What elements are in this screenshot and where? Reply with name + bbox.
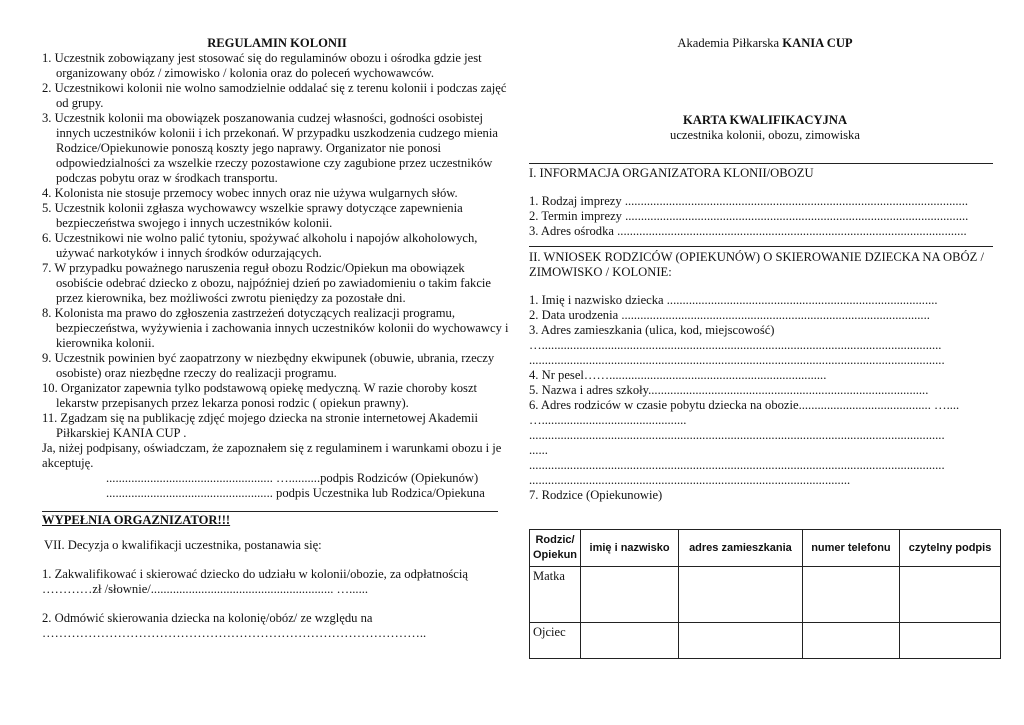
parents-address-field[interactable]: 6. Adres rodziców w czasie pobytu dziecka na obozie.......................................... ….... — [529, 398, 960, 412]
table-cell[interactable] — [802, 623, 899, 659]
refusal-reason-line[interactable]: ……………………………………………………………………………….. — [42, 626, 427, 640]
rule-item: 9. Uczestnik powinien być zaopatrzony w niezbędny ekwipunek (obuwie, ubrania, rzeczy osobiste) oraz niezbędne rzeczy do realizacji programu. — [42, 351, 495, 380]
home-address-label: 3. Adres zamieszkania (ulica, kod, miejscowość) — [529, 323, 775, 337]
table-header: adres zamieszkania — [679, 530, 803, 567]
table-header: czytelny podpis — [900, 530, 1001, 567]
regulations-column — [42, 36, 512, 641]
venue-address-field[interactable]: 3. Adres ośrodka ............................................................................................................... — [529, 224, 967, 238]
rule-item: 7. W przypadku poważnego naruszenia reguł obozu Rodzic/Opiekun ma obowiązek osobiście odebrać dziecko z obozu, najpóźniej dzień po zawiadomieniu o takim fakcie przez kierownika, bez możliwości zwrotu pieniędzy za pozostałe dni. — [42, 261, 492, 305]
rule-item: 6. Uczestnikowi nie wolno palić tytoniu, spożywać alkoholu i napojów alkoholowych, używać narkotyków i innych środków odurzających. — [42, 231, 478, 260]
row-label-mother: Matka — [530, 567, 581, 623]
card-title: KARTA KWALIFIKACYJNA — [682, 113, 848, 127]
decision-option-qualify[interactable]: 1. Zakwalifikować i skierować dziecko do udziału w kolonii/obozie, za odpłatnością …………zł /słownie/.......................................................... …...... — [42, 567, 468, 596]
table-header: imię i nazwisko — [581, 530, 679, 567]
parents-address-line[interactable]: ...... — [529, 443, 548, 457]
home-address-line[interactable]: …............................................................................................................................... — [529, 338, 942, 352]
card-subtitle: uczestnika kolonii, obozu, zimowiska — [670, 128, 860, 142]
decision-heading: VII. Decyzja o kwalifikacji uczestnika, postanawia się: — [44, 538, 322, 552]
organizer-fill-heading: WYPEŁNIA ORGAZNIZATOR!!! — [42, 513, 231, 527]
rule-item: 10. Organizator zapewnia tylko podstawową opiekę medyczną. W razie choroby koszt lekarstw przepisanych przez lekarza ponosi rodzic ( opiekun prawny). — [42, 381, 478, 410]
decision-option-refuse[interactable]: 2. Odmówić skierowania dziecka na kolonię/obóz/ ze względu na — [42, 611, 373, 625]
divider — [529, 246, 993, 247]
rule-item: 11. Zgadzam się na publikację zdjęć mojego dziecka na stronie internetowej Akademii Piłkarskiej KANIA CUP . — [42, 411, 478, 440]
parent-signature-line[interactable]: ..................................................... …..........podpis Rodziców (Opiekunów) — [106, 471, 479, 485]
section-organizer-info: I. INFORMACJA ORGANIZATORA KLONII/OBOZU — [529, 166, 814, 180]
organizer-header: Akademia Piłkarska KANIA CUP — [677, 36, 853, 50]
event-date-field[interactable]: 2. Termin imprezy ............................................................................................................. — [529, 209, 969, 223]
table-cell[interactable] — [802, 567, 899, 623]
declaration-text: Ja, niżej podpisany, oświadczam, że zapoznałem się z regulaminem i warunkami obozu i je akceptuję. — [42, 441, 502, 470]
table-cell[interactable] — [900, 623, 1001, 659]
table-cell[interactable] — [679, 567, 803, 623]
home-address-line[interactable]: .................................................................................................................................... — [529, 353, 945, 367]
table-cell[interactable] — [581, 567, 679, 623]
divider — [529, 163, 993, 164]
table-cell[interactable] — [679, 623, 803, 659]
parents-address-line[interactable]: ….............................................. — [529, 413, 687, 427]
table-cell[interactable] — [581, 623, 679, 659]
parents-table — [529, 529, 1001, 659]
table-row — [530, 567, 1001, 623]
event-type-field[interactable]: 1. Rodzaj imprezy ............................................................................................................. — [529, 194, 969, 208]
rule-item: 3. Uczestnik kolonii ma obowiązek poszanowania cudzej własności, godności osobistej innych uczestników kolonii i ich przekonań. W przypadku uszkodzenia cudzego mienia Rodzice/Opiekunowie ponoszą koszty jego naprawy. Organizator nie ponosi odpowiedzialności za wszelkie rzeczy pozostawione czy zagubione przez uczestników podczas pobytu oraz w środkach transportu. — [42, 111, 498, 185]
table-header: Rodzic/ Opiekun — [530, 530, 581, 567]
rule-item: 1. Uczestnik zobowiązany jest stosować się do regulaminów obozu i ośrodka gdzie jest organizowany obóz / zimowisko / kolonia oraz do poleceń wychowawców. — [42, 51, 482, 80]
organizer-name: KANIA CUP — [782, 36, 853, 50]
table-header: numer telefonu — [802, 530, 899, 567]
rule-item: 4. Kolonista nie stosuje przemocy wobec innych oraz nie używa wulgarnych słów. — [42, 186, 458, 200]
row-label-father: Ojciec — [530, 623, 581, 659]
rule-item: 5. Uczestnik kolonii zgłasza wychowawcy wszelkie sprawy dotyczące zapewnienia bezpieczeństwa swojego i innych uczestników kolonii. — [42, 201, 463, 230]
table-row — [530, 623, 1001, 659]
parents-address-line[interactable]: .................................................................................................................................... — [529, 458, 945, 472]
birth-date-field[interactable]: 2. Data urodzenia .................................................................................................. — [529, 308, 930, 322]
rule-item: 2. Uczestnikowi kolonii nie wolno samodzielnie oddalać się z terenu kolonii i podczas zajęć od grupy. — [42, 81, 507, 110]
participant-signature-line[interactable]: ..................................................... podpis Uczestnika lub Rodzica/Opiekuna — [106, 486, 485, 500]
rules-list — [42, 51, 512, 441]
child-name-field[interactable]: 1. Imię i nazwisko dziecka ...................................................................................... — [529, 293, 938, 307]
rule-item: 8. Kolonista ma prawo do zgłoszenia zastrzeżeń dotyczących realizacji programu, bezpieczeństwa, wyżywienia i zachowania innych uczestników kolonii do wychowawcy i kierownika kolonii. — [42, 306, 509, 350]
parents-address-line[interactable]: ...................................................................................................... — [529, 473, 851, 487]
qualification-card-column — [529, 36, 1001, 659]
divider — [42, 511, 498, 512]
pesel-field[interactable]: 4. Nr pesel……..................................................................... — [529, 368, 827, 382]
section-parent-request: II. WNIOSEK RODZICÓW (OPIEKUNÓW) O SKIEROWANIE DZIECKA NA OBÓZ / ZIMOWISKO / KOLONIE: — [529, 250, 984, 279]
parents-section-label: 7. Rodzice (Opiekunowie) — [529, 488, 663, 502]
parents-address-line[interactable]: .................................................................................................................................... — [529, 428, 945, 442]
table-cell[interactable] — [900, 567, 1001, 623]
regulations-title: REGULAMIN KOLONII — [207, 36, 347, 50]
school-field[interactable]: 5. Nazwa i adres szkoły......................................................................................... — [529, 383, 929, 397]
